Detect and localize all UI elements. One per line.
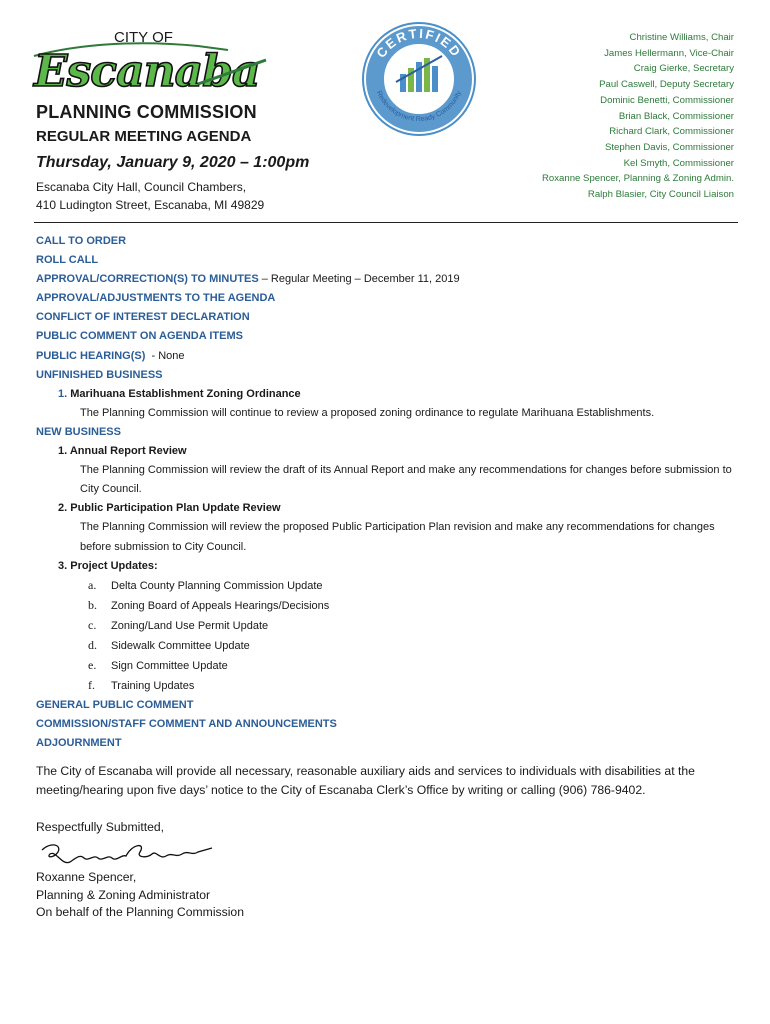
member-name: Brian Black, Commissioner [618,110,734,122]
sub-item [36,656,736,676]
member-name: Dominic Benetti, Commissioner [600,94,734,106]
unfinished-business: UNFINISHED BUSINESS [36,368,163,381]
agenda-item [36,442,736,461]
member-name: Craig Gierke, Secretary [633,63,734,75]
hearings-label: PUBLIC HEARING(S) [36,349,146,362]
sub-letter: b. [88,597,97,612]
commission-title: PLANNING COMMISSION [36,102,257,122]
city-of-escanaba-logo [28,26,268,98]
sub-text: Zoning/Land Use Permit Update [111,619,269,632]
signer-name: Roxanne Spencer, [36,870,137,884]
member-name: Stephen Davis, Commissioner [604,141,734,153]
signer-behalf: On behalf of the Planning Commission [36,905,244,919]
item-number: 2. [58,502,68,515]
general-public-comment: GENERAL PUBLIC COMMENT [36,699,194,712]
location-line-2: 410 Ludington Street, Escanaba, MI 49829 [36,198,265,212]
sub-letter: e. [88,658,97,673]
public-comment-agenda: PUBLIC COMMENT ON AGENDA ITEMS [36,330,243,343]
title-block [36,100,309,214]
location-line-1: Escanaba City Hall, Council Chambers, [36,180,247,194]
sub-letter: a. [88,577,97,592]
roll-call: ROLL CALL [36,254,99,267]
minutes-detail: – Regular Meeting – December 11, 2019 [258,273,460,286]
member-name: James Hellermann, Vice-Chair [604,47,734,59]
member-name: Paul Caswell, Deputy Secretary [599,79,734,91]
member-name: Ralph Blasier, City Council Liaison [587,189,734,201]
header-divider [34,222,738,223]
minutes-item [36,270,736,289]
new-business: NEW BUSINESS [36,425,121,438]
accessibility-notice: The City of Escanaba will provide all necessary, reasonable auxiliary aids and services to individuals with disabilities at the meeting/hearing upon five days’ notice to the City of Escanaba Clerk’s Office by writing or calling (906) 786-9402. [36,764,695,797]
sub-item [36,576,736,596]
signature [36,836,216,872]
item-description: The Planning Commission will review the draft of its Annual Report and make any recommendations for changes before submission to City Council. [80,464,732,496]
minutes-label: APPROVAL/CORRECTION(S) TO MINUTES [36,273,259,286]
agenda-item [36,499,736,518]
agenda-item [36,557,736,576]
sub-text: Training Updates [111,680,195,693]
redevelopment-ready-seal [360,20,478,138]
item-title: Project Updates: [70,559,158,572]
sub-item [36,676,736,696]
svg-text:CERTIFIED: CERTIFIED [373,25,465,61]
member-name: Roxanne Spencer, Planning & Zoning Admin. [541,173,734,185]
item-title: Marihuana Establishment Zoning Ordinance [70,387,301,400]
sub-letter: c. [88,617,97,632]
svg-text:CITY OF: CITY OF [114,29,173,46]
conflict-of-interest: CONFLICT OF INTEREST DECLARATION [36,311,250,324]
sub-text: Delta County Planning Commission Update [111,579,323,592]
member-name: Kel Smyth, Commissioner [623,157,734,169]
sub-item [36,596,736,616]
svg-text:Redevelopment Ready Community: Redevelopment Ready Community [374,89,464,124]
agenda-type: REGULAR MEETING AGENDA [36,128,252,145]
closing-block [36,869,244,922]
agenda-item [36,385,736,404]
approval-agenda: APPROVAL/ADJUSTMENTS TO THE AGENDA [36,292,276,305]
respectfully-submitted: Respectfully Submitted, [36,820,165,834]
sub-letter: f. [88,678,95,693]
item-description: The Planning Commission will review the proposed Public Participation Plan revision and make any recommendations for changes before submission to City Council. [80,521,715,553]
public-hearings [36,347,736,366]
sub-text: Sidewalk Committee Update [111,639,250,652]
sub-item [36,636,736,656]
member-list [542,30,734,203]
item-title: Annual Report Review [69,445,187,458]
call-to-order: CALL TO ORDER [36,235,127,247]
item-description: The Planning Commission will continue to review a proposed zoning ordinance to regulate Marihuana Establishments. [80,406,655,419]
commission-staff-comment: COMMISSION/STAFF COMMENT AND ANNOUNCEMENTS [36,718,337,731]
sub-item [36,616,736,636]
item-number: 3. [58,559,68,572]
agenda-list [36,232,736,754]
sub-text: Zoning Board of Appeals Hearings/Decisions [111,599,330,612]
adjournment: ADJOURNMENT [36,737,122,750]
member-name: Christine Williams, Chair [629,32,734,43]
item-number: 1. [58,387,68,400]
item-title: Public Participation Plan Update Review [70,502,281,515]
hearings-detail: - None [145,349,185,362]
member-name: Richard Clark, Commissioner [609,126,734,138]
item-number: 1. [58,445,68,458]
signer-title: Planning & Zoning Administrator [36,887,211,902]
sub-text: Sign Committee Update [111,660,228,673]
svg-text:Escanaba: Escanaba [34,46,260,97]
meeting-date: Thursday, January 9, 2020 – 1:00pm [36,154,310,171]
sub-letter: d. [88,637,97,652]
